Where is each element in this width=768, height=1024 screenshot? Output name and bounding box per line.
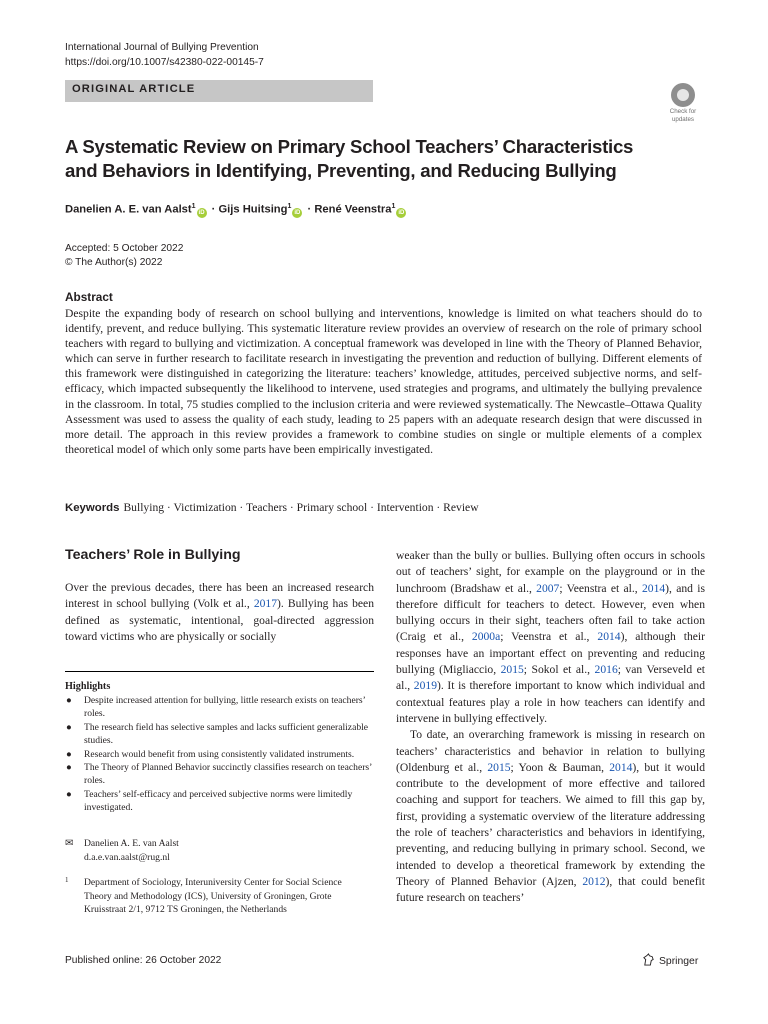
right-column xyxy=(396,548,705,907)
text-run: ; Yoon & Bauman, xyxy=(510,760,610,774)
publisher-name: Springer xyxy=(659,956,699,967)
text-run: To date, an overarching framework is missing in research on teachers’ characteristics and behavior in relation to bullying (Oldenburg et al., xyxy=(396,728,705,774)
author-list xyxy=(65,203,408,218)
author-name[interactable]: Danelien A. E. van Aalst xyxy=(65,203,192,216)
citation-link[interactable]: 2000a xyxy=(471,630,501,644)
crossmark-line1: Check for xyxy=(669,108,697,115)
title-line-2: and Behaviors in Identifying, Preventing, and Reducing Bullying xyxy=(65,159,617,181)
copyright-line: © The Author(s) 2022 xyxy=(65,256,163,268)
springer-horse-icon xyxy=(642,953,655,966)
corresponding-author-name: Danelien A. E. van Aalst xyxy=(84,838,179,849)
orcid-icon[interactable]: iD xyxy=(198,209,205,216)
highlights-divider xyxy=(65,671,374,672)
affiliation-text: Department of Sociology, Interuniversity Center for Social Science Theory and Methodology (ICS), University of Groningen, Grote Kruisstraat 2/1, 9712 TS Groningen, the Netherlands xyxy=(84,877,342,916)
citation-link[interactable]: 2019 xyxy=(413,679,437,693)
publisher-logo xyxy=(642,953,698,967)
text-run: ), and is therefore difficult for teachers to detect. However, even when bullying occurs in their sight, teachers often fail to take action (Craig et al., xyxy=(396,581,705,644)
section-heading: Teachers’ Role in Bullying xyxy=(65,547,241,563)
citation-link[interactable]: 2015 xyxy=(500,663,524,677)
article-title xyxy=(65,135,705,182)
journal-name: International Journal of Bullying Prevention xyxy=(65,42,259,53)
left-column-paragraph xyxy=(65,580,374,645)
abstract-heading: Abstract xyxy=(65,290,113,304)
corresponding-author-email[interactable]: d.a.e.van.aalst@rug.nl xyxy=(84,851,170,863)
citation-link[interactable]: 2014 xyxy=(597,630,621,644)
keywords-text: Bullying · Victimization · Teachers · Primary school · Intervention · Review xyxy=(123,501,479,514)
crossmark-icon xyxy=(671,83,695,107)
text-run: ), although their responses have an important effect on preventing and reducing bullying (Migliaccio, xyxy=(396,630,705,677)
text-run: ; Veenstra et al., xyxy=(500,630,598,644)
citation-link[interactable]: 2017 xyxy=(253,597,278,611)
citation-link[interactable]: 2014 xyxy=(641,581,666,595)
citation-link[interactable]: 2016 xyxy=(594,663,618,677)
text-run: ). It is therefore important to know which individual and contextual features play a role in how teachers can identify and intervene in bullying effectively. xyxy=(396,679,705,725)
text-run: ), that could benefit future research on teachers’ xyxy=(396,874,705,905)
text-run: ; Veenstra et al., xyxy=(559,581,642,595)
keywords-label: Keywords xyxy=(65,502,120,514)
highlight-text: Research would benefit from using consistently validated instruments. xyxy=(84,748,355,760)
title-line-1: A Systematic Review on Primary School Teachers’ Characteristics xyxy=(65,136,634,157)
highlight-item xyxy=(65,694,374,721)
highlight-text: Despite increased attention for bullying, little research exists on teachers’ roles. xyxy=(84,695,366,720)
author-name[interactable]: Gijs Huitsing xyxy=(218,203,288,216)
text-run: Over the previous decades, there has been an increased research interest in school bullying (Volk et al., xyxy=(65,581,374,611)
correspondence xyxy=(65,837,179,864)
author-name[interactable]: René Veenstra xyxy=(314,203,392,216)
check-for-updates-badge[interactable] xyxy=(663,83,703,125)
highlight-item xyxy=(65,761,374,788)
right-paragraph-2 xyxy=(396,727,705,906)
citation-link[interactable]: 2007 xyxy=(536,581,560,595)
highlights-heading: Highlights xyxy=(65,681,111,692)
affiliation xyxy=(65,876,365,917)
citation-link[interactable]: 2015 xyxy=(487,760,511,774)
crossmark-line2: updates xyxy=(671,116,695,123)
article-type-label: ORIGINAL ARTICLE xyxy=(72,83,196,95)
text-run: ; Sokol et al., xyxy=(523,663,595,677)
published-online-date: Published online: 26 October 2022 xyxy=(65,955,222,966)
highlights-list xyxy=(65,694,374,815)
orcid-icon[interactable]: iD xyxy=(398,209,405,216)
highlight-item xyxy=(65,788,374,815)
citation-link[interactable]: 2012 xyxy=(582,874,606,888)
author-affil-sup: 1 xyxy=(191,203,196,210)
abstract-text: Despite the expanding body of research on school bullying and interventions, knowledge is limited on what teachers should do to identify, prevent, and reduce bullying. This systematic literature review provides an overview of research on the role of primary school teachers with regard to bullying and victimization. A conceptual framework was developed in line with the Theory of Planned Behavior, which can serve in further research to facilitate research in investigating the prevention and reduction of bullying. Different elements of this framework were distinguished in categorizing the literature: teachers’ knowledge, attitudes, perceived subjective norms, and self-efficacy, which impacted subsequently the likelihood to intervene, used strategies and programs, and ultimately the bullying prevalence in the classroom. In total, 75 studies complied to the inclusion criteria and were reviewed systematically. The Newcastle–Ottawa Quality Assessment was used to assess the quality of each study, leading to 25 papers with an adequate research design that were discussed in more detail. The approach in this review provides a framework to combine studies on single or multiple elements of a complex theoretical model of which only some parts have been empirically investigated. xyxy=(65,307,702,456)
doi-link[interactable]: https://doi.org/10.1007/s42380-022-00145-7 xyxy=(65,56,264,68)
highlight-text: Teachers’ self-efficacy and perceived subjective norms were limitedly investigated. xyxy=(84,788,353,814)
bullet-icon: ● xyxy=(66,748,72,760)
bullet-icon: ● xyxy=(66,762,72,774)
highlight-item xyxy=(65,721,374,748)
bullet-icon: ● xyxy=(66,788,72,800)
envelope-icon: ✉ xyxy=(65,838,74,849)
article-type-bar xyxy=(65,80,373,102)
affiliation-number: 1 xyxy=(65,876,69,884)
author-separator: · xyxy=(208,203,219,216)
author-affil-sup: 1 xyxy=(391,203,396,210)
accepted-date: Accepted: 5 October 2022 xyxy=(65,243,184,254)
right-paragraph-1 xyxy=(396,548,705,727)
text-run: weaker than the bully or bullies. Bullying often occurs in schools out of teachers’ sight, for example on the playground or in the lunchroom (Bradshaw et al., xyxy=(396,549,705,595)
text-run: ), but it would contribute to the development of more effective and tailored coaching and support for teachers. We aimed to fill this gap by, first, providing a systematic overview of the literature addressing the role of teachers’ characteristics and behaviors in identifying, preventing, and reducing bullying in primary school. Second, we intended to develop a theoretical framework by extending the Theory of Planned Behavior (Ajzen, xyxy=(396,760,705,888)
text-run: ; van Verseveld et al., xyxy=(396,663,706,693)
bullet-icon: ● xyxy=(66,695,72,706)
text-run: ). Bullying has been defined as systematic, intentional, goal-directed aggression toward victims who are physically or socially xyxy=(65,597,374,643)
keywords xyxy=(65,501,705,514)
author-affil-sup: 1 xyxy=(287,203,292,210)
highlight-text: The Theory of Planned Behavior succinctly classifies research on teachers’ roles. xyxy=(84,762,372,787)
orcid-icon[interactable]: iD xyxy=(294,209,301,216)
highlight-item xyxy=(65,748,374,761)
author-separator: · xyxy=(304,203,315,216)
article-dates xyxy=(65,242,183,269)
bullet-icon: ● xyxy=(66,721,72,733)
highlight-text: The research field has selective samples and lacks sufficient generalizable studies. xyxy=(84,721,369,747)
journal-header xyxy=(65,41,264,70)
citation-link[interactable]: 2014 xyxy=(609,760,633,774)
